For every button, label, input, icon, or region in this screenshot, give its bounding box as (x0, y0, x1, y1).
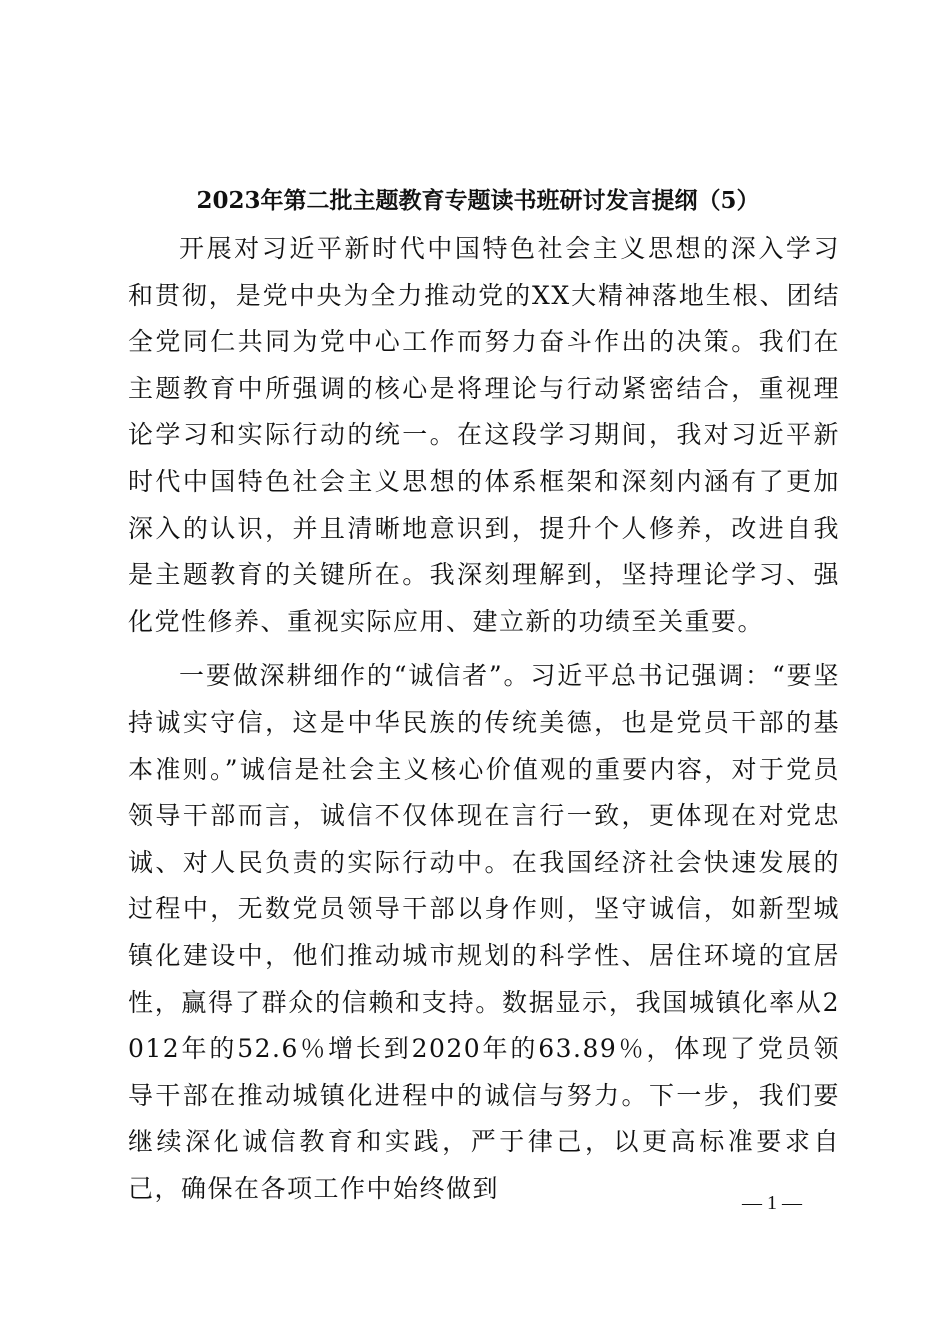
paragraph-intro: 开展对习近平新时代中国特色社会主义思想的深入学习和贯彻，是党中央为全力推动党的XX大精神落地生根、团结全党同仁共同为党中心工作而努力奋斗作出的决策。我们在主题教育中所强调的核心是将理论与行动紧密结合，重视理论学习和实际行动的统一。在这段学习期间，我对习近平新时代中国特色社会主义思想的体系框架和深刻内涵有了更加深入的认识，并且清晰地意识到，提升个人修养，改进自我是主题教育的关键所在。我深刻理解到，坚持理论学习、强化党性修养、重视实际应用、建立新的功绩至关重要。 (128, 234, 840, 636)
page-number: — 1 — (742, 1192, 802, 1214)
document-title: 2023年第二批主题教育专题读书班研讨发言提纲（5） (196, 187, 760, 214)
document-body (128, 226, 840, 1212)
paragraph-point-one: 一要做深耕细作的“诚信者”。习近平总书记强调：“要坚持诚实守信，这是中华民族的传统美德，也是党员干部的基本准则。”诚信是社会主义核心价值观的重要内容，对于党员领导干部而言，诚信不仅体现在言行一致，更体现在对党忠诚、对人民负责的实际行动中。在我国经济社会快速发展的过程中，无数党员领导干部以身作则，坚守诚信，如新型城镇化建设中，他们推动城市规划的科学性、居住环境的宜居性，赢得了群众的信赖和支持。数据显示，我国城镇化率从2012年的52.6％增长到2020年的63.89％，体现了党员领导干部在推动城镇化进程中的诚信与努力。下一步，我们要继续深化诚信教育和实践，严于律己，以更高标准要求自己，确保在各项工作中始终做到 (128, 661, 840, 1203)
